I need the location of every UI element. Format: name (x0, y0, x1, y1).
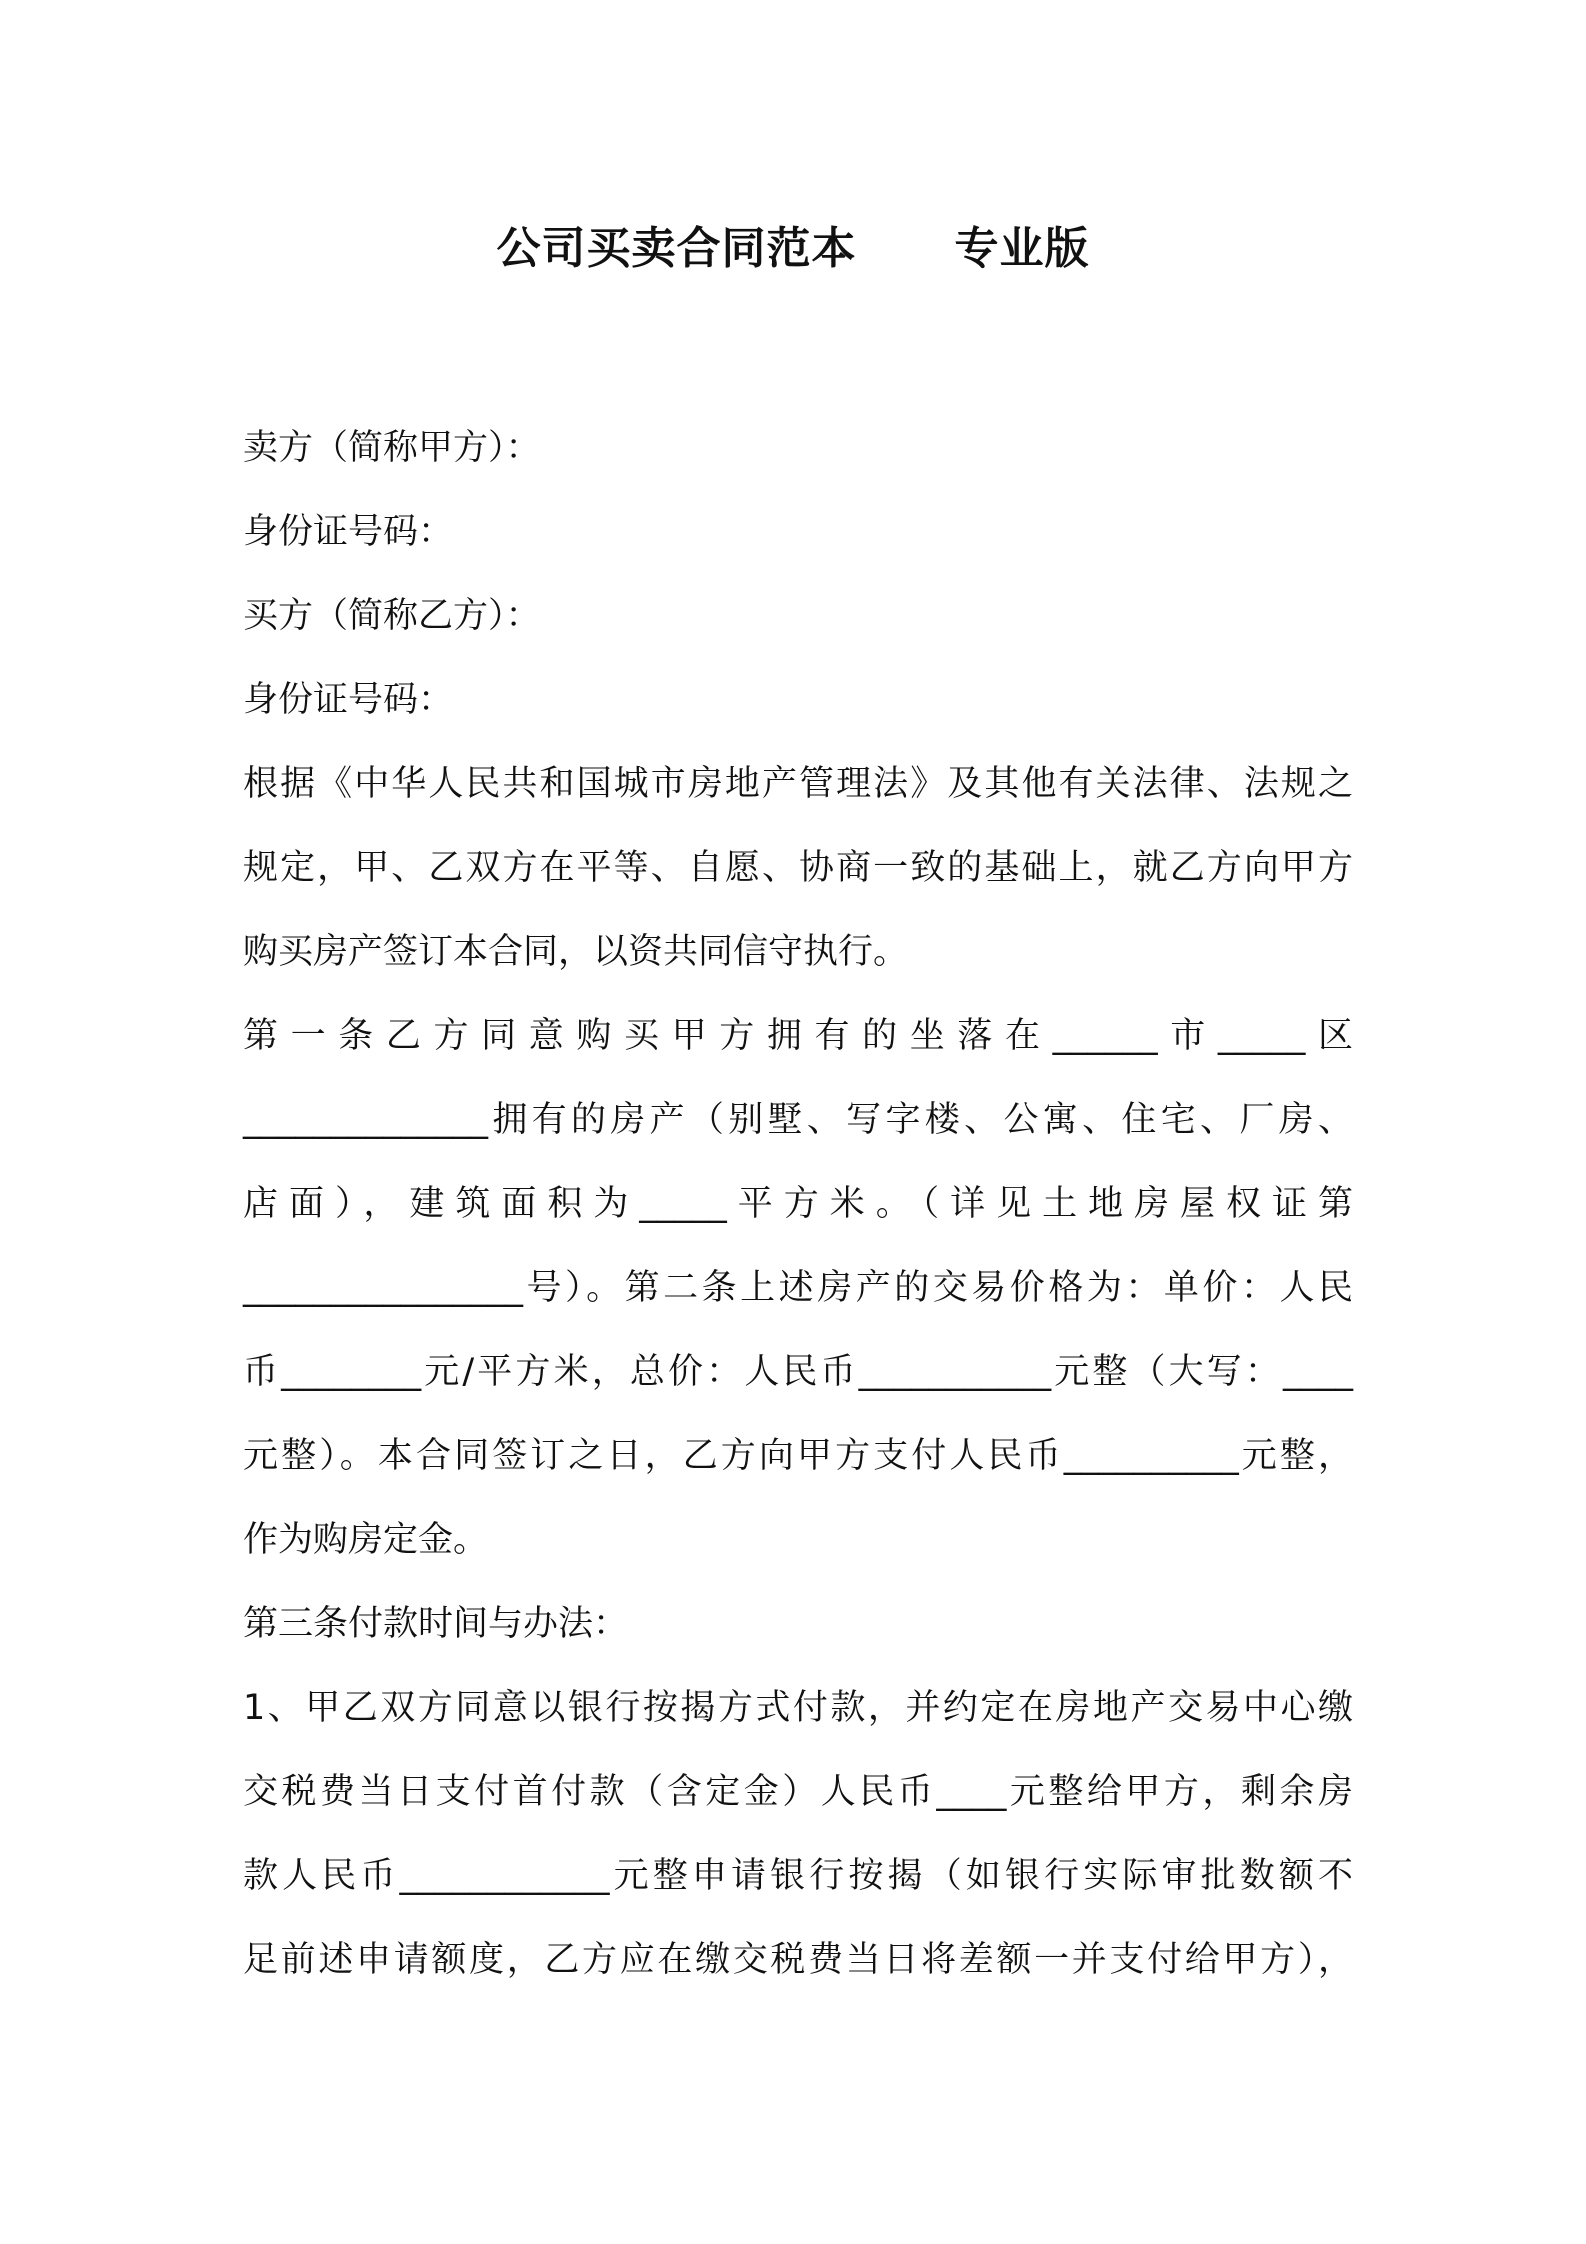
seller-id-line: 身份证号码： (243, 512, 454, 552)
article-2-line-3: 元整）。本合同签订之日，乙方向甲方支付人民币__________元整， (243, 1436, 1353, 1476)
preamble-line-1: 根据《中华人民共和国城市房地产管理法》及其他有关法律、法规之 (243, 764, 1353, 804)
preamble-line-2: 规定，甲、乙双方在平等、自愿、协商一致的基础上，就乙方向甲方 (243, 848, 1353, 888)
article-3-item-1-line-1: 1、甲乙双方同意以银行按揭方式付款，并约定在房地产交易中心缴 (243, 1688, 1353, 1728)
article-1-line-3: 店面），建筑面积为_____平方米。（详见土地房屋权证第 (243, 1184, 1353, 1224)
article-2-line-2: 币________元/平方米，总价：人民币___________元整（大写：____ (243, 1352, 1353, 1392)
article-1-line-2: ______________拥有的房产（别墅、写字楼、公寓、住宅、厂房、 (243, 1100, 1353, 1140)
seller-line: 卖方（简称甲方）： (243, 428, 541, 468)
contract-body (243, 406, 1353, 2002)
article-3-item-1-line-2: 交税费当日支付首付款（含定金）人民币____元整给甲方，剩余房 (243, 1772, 1353, 1812)
article-2-line-1: ________________号）。第二条上述房产的交易价格为：单价：人民 (243, 1268, 1353, 1308)
article-3-heading: 第三条付款时间与办法： (243, 1604, 629, 1644)
buyer-id-line: 身份证号码： (243, 680, 454, 720)
preamble-line-3: 购买房产签订本合同，以资共同信守执行。 (243, 932, 909, 972)
buyer-line: 买方（简称乙方）： (243, 596, 541, 636)
article-3-item-1-line-4: 足前述申请额度，乙方应在缴交税费当日将差额一并支付给甲方）， (243, 1940, 1353, 1980)
article-2-line-4: 作为购房定金。 (243, 1520, 489, 1560)
document-title: 公司买卖合同范本 专业版 (496, 223, 1090, 274)
article-3-item-1-line-3: 款人民币____________元整申请银行按揭（如银行实际审批数额不 (243, 1856, 1353, 1896)
article-1-line-1: 第一条乙方同意购买甲方拥有的坐落在______市_____区 (243, 1016, 1353, 1056)
